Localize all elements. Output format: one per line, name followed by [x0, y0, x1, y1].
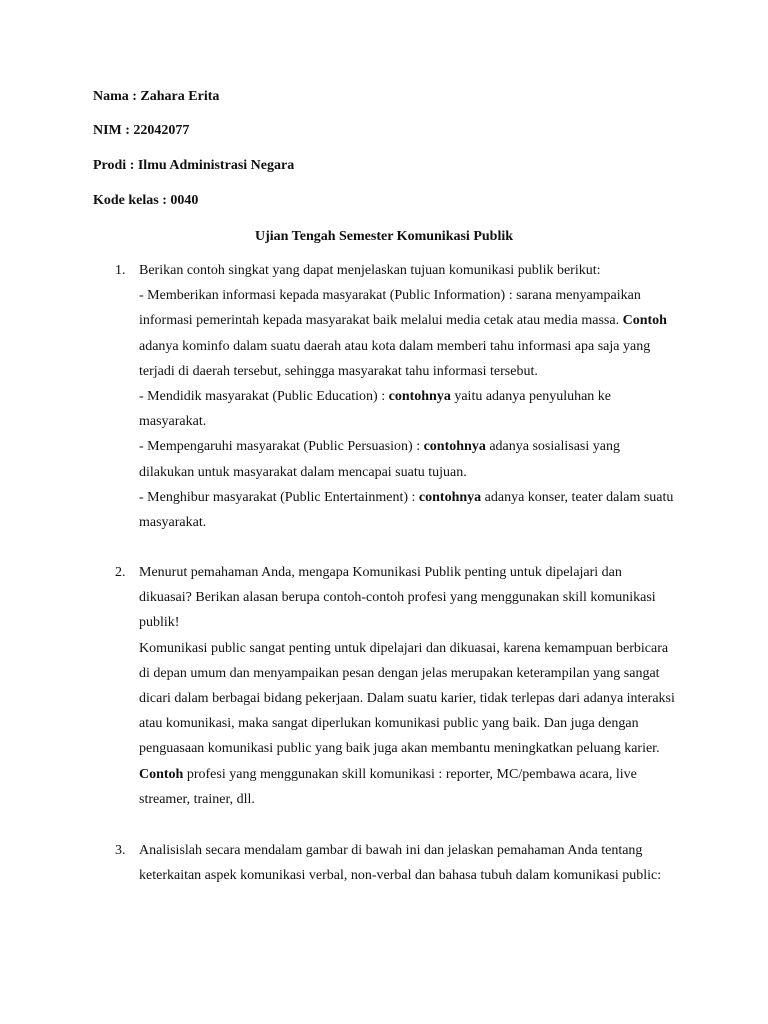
question-3 — [115, 838, 675, 888]
exam-title: Ujian Tengah Semester Komunikasi Publik — [254, 229, 514, 244]
question-text: Berikan contoh singkat yang dapat menjelaskan tujuan komunikasi publik berikut: — [139, 263, 601, 278]
class-code: Kode kelas : 0040 — [93, 193, 199, 208]
answer-point-education: - Mendidik masyarakat (Public Education) : contohnya yaitu adanya penyuluhan ke masyarakat. — [139, 389, 612, 430]
question-number: 1. — [115, 263, 126, 278]
answer-example: Contoh profesi yang menggunakan skill komunikasi : reporter, MC/pembawa acara, live streamer, trainer, dll. — [139, 766, 637, 807]
question-number: 3. — [115, 843, 126, 858]
answer-point-information: - Memberikan informasi kepada masyarakat (Public Information) : sarana menyampaikan informasi pemerintah kepada masyarakat baik melalui media cetak atau media massa. Contoh adanya kominfo dalam suatu daerah atau kota dalam memberi tahu informasi apa saja yang terjadi di daerah tersebut, sehingga masyarakat tahu informasi tersebut. — [139, 288, 667, 379]
question-number: 2. — [115, 565, 126, 580]
answer-point-entertainment: - Menghibur masyarakat (Public Entertainment) : contohnya adanya konser, teater dalam suatu masyarakat. — [139, 489, 674, 531]
question-1 — [115, 258, 675, 535]
student-name: Nama : Zahara Erita — [93, 89, 220, 104]
question-2 — [115, 560, 675, 812]
answer-point-persuasion: - Mempengaruhi masyarakat (Public Persuasion) : contohnya adanya sosialisasi yang dilakukan untuk masyarakat dalam mencapai suatu tujuan. — [139, 439, 620, 480]
student-nim: NIM : 22042077 — [93, 123, 190, 138]
question-text: Analisislah secara mendalam gambar di bawah ini dan jelaskan pemahaman Anda tentang keterkaitan aspek komunikasi verbal, non-verbal dan bahasa tubuh dalam komunikasi public: — [139, 843, 662, 884]
study-program: Prodi : Ilmu Administrasi Negara — [93, 158, 295, 173]
answer-paragraph: Komunikasi public sangat penting untuk dipelajari dan dikuasai, karena kemampuan berbicara di depan umum dan menyampaikan pesan dengan jelas merupakan keterampilan yang sangat dicari dalam berbagai bidang pekerjaan. Dalam suatu karier, tidak terlepas dari adanya interaksi atau komunikasi, maka sangat diperlukan komunikasi public yang baik. Dan juga dengan penguasaan komunikasi public yang baik juga akan membantu meningkatkan peluang karier. — [139, 640, 675, 757]
question-text: Menurut pemahaman Anda, mengapa Komunikasi Publik penting untuk dipelajari dan dikuasai? Berikan alasan berupa contoh-contoh profesi yang menggunakan skill komunikasi publik! — [139, 565, 656, 631]
